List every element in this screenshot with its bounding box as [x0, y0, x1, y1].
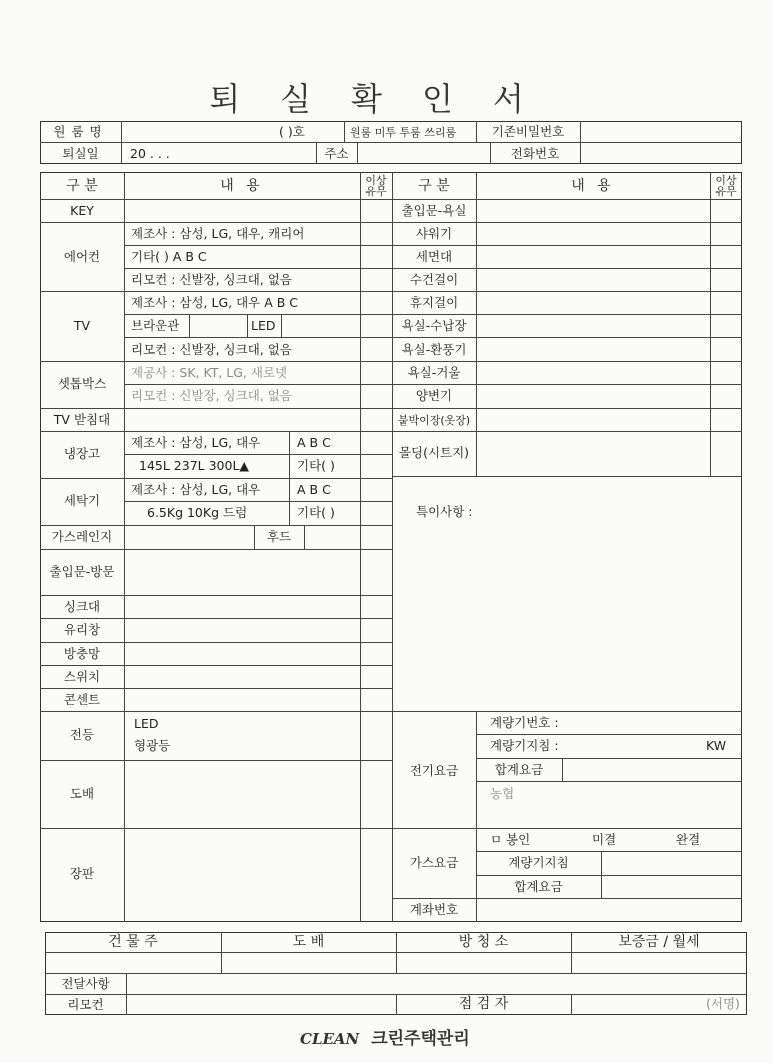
row-tv-stand: TV 받침대	[53, 412, 111, 427]
gas-total-label: 합계요금	[514, 879, 563, 894]
row-aircon: 에어컨	[63, 249, 101, 264]
aircon-remote[interactable]: 리모컨 : 신발장, 싱크대, 없음	[131, 272, 292, 287]
company-name: 크린주택관리	[371, 1029, 470, 1049]
row-bath-storage: 욕실-수납장	[401, 318, 467, 333]
left-header-content: 내 용	[220, 178, 264, 194]
meter-number[interactable]: 계량기번호 :	[490, 715, 559, 730]
fridge-other[interactable]: 기타( )	[297, 458, 335, 473]
kw-unit: KW	[706, 738, 727, 753]
row-toilet: 양변기	[415, 388, 453, 403]
row-gas: 가스요금	[409, 855, 459, 870]
room-name-label: 원룸명	[53, 124, 108, 139]
row-key: KEY	[70, 203, 94, 218]
tv-maker[interactable]: 제조사 : 삼성, LG, 대우 A B C	[131, 295, 299, 310]
row-screen: 방충망	[63, 646, 101, 661]
room-types[interactable]: 원룸 미투 투룸 쓰리룸	[350, 126, 457, 139]
owner-label: 건 물 주	[108, 934, 158, 950]
move-out-label: 퇴실일	[62, 146, 99, 161]
old-password-label: 기존비밀번호	[491, 124, 565, 139]
signature-placeholder[interactable]: (서명)	[706, 996, 740, 1011]
room-number[interactable]: ( )호	[279, 124, 305, 139]
settop-remote[interactable]: 리모컨 : 신발장, 싱크대, 없음	[131, 388, 292, 403]
electric-total-label: 합계요금	[494, 762, 544, 777]
row-tissue: 휴지걸이	[409, 295, 459, 310]
cleaning-label: 방 청 소	[458, 934, 509, 950]
row-light: 전등	[69, 727, 95, 742]
aircon-other[interactable]: 기타( ) A B C	[131, 249, 207, 264]
row-bath-fan: 욕실-환풍기	[401, 342, 467, 357]
aircon-maker[interactable]: 제조사 : 삼성, LG, 대우, 캐리어	[131, 226, 305, 241]
light-led[interactable]: LED	[134, 716, 159, 731]
fridge-grade[interactable]: A B C	[297, 435, 331, 450]
gas-unsettled[interactable]: 미결	[592, 832, 617, 847]
wallpaper-col-label: 도 배	[292, 934, 325, 950]
right-header-content: 내 용	[571, 178, 615, 194]
washer-other[interactable]: 기타( )	[297, 505, 335, 520]
row-fridge: 냉장고	[63, 446, 101, 461]
tv-remote[interactable]: 리모컨 : 신발장, 싱크대, 없음	[131, 342, 292, 357]
left-header-category: 구 분	[66, 178, 98, 194]
clean-logo: CLEAN	[300, 1030, 360, 1048]
gas-seal[interactable]: ㅁ 봉인	[490, 832, 531, 847]
notes-label: 특이사항 :	[416, 504, 473, 519]
row-settop: 셋톱박스	[57, 376, 107, 391]
row-basin: 세면대	[415, 249, 453, 264]
right-header-category: 구 분	[418, 178, 450, 194]
tv-led[interactable]: LED	[251, 318, 276, 333]
row-bath-mirror: 욕실-거울	[407, 365, 461, 380]
light-fluorescent[interactable]: 형광등	[134, 738, 171, 753]
washer-size[interactable]: 6.5Kg 10Kg 드럼	[147, 505, 248, 520]
row-molding: 몰딩(시트지)	[398, 445, 470, 460]
row-towel: 수건걸이	[409, 272, 459, 287]
move-out-date[interactable]: 20 . . .	[130, 146, 170, 161]
row-gas-range: 가스레인지	[51, 529, 113, 544]
meter-reading[interactable]: 계량기지침 :	[490, 738, 559, 753]
row-entry-door: 출입문-방문	[49, 564, 115, 579]
row-wallpaper: 도배	[69, 786, 95, 801]
row-window: 유리창	[63, 622, 101, 637]
washer-grade[interactable]: A B C	[297, 482, 331, 497]
fridge-maker[interactable]: 제조사 : 삼성, LG, 대우	[131, 435, 261, 450]
row-shower: 샤워기	[415, 226, 453, 241]
address-label: 주소	[324, 146, 349, 161]
row-bath-door: 출입문-욕실	[401, 203, 467, 218]
page-title: 퇴실확인서	[209, 80, 564, 118]
phone-label: 전화번호	[510, 146, 560, 161]
inspector-label: 점 검 자	[458, 996, 509, 1012]
gas-meter-label: 계량기지침	[508, 855, 569, 870]
deposit-label: 보증금 / 월세	[618, 934, 700, 950]
fridge-size[interactable]: 145L 237L 300L▲	[139, 458, 250, 473]
row-closet: 붙박이장(옷장)	[397, 414, 471, 427]
row-account: 계좌번호	[409, 902, 459, 917]
company-footer	[300, 1024, 470, 1049]
row-floor: 장판	[69, 866, 95, 881]
gas-settled[interactable]: 완결	[676, 832, 701, 847]
row-sink: 싱크대	[63, 599, 101, 614]
remote-label: 리모컨	[67, 997, 104, 1012]
message-label: 전달사항	[61, 976, 110, 991]
washer-maker[interactable]: 제조사 : 삼성, LG, 대우	[131, 482, 261, 497]
settop-provider[interactable]: 제공사 : SK, KT, LG, 새로넷	[131, 365, 288, 380]
row-washer: 세탁기	[63, 493, 101, 508]
row-switch: 스위치	[63, 669, 101, 684]
row-tv: TV	[73, 318, 91, 333]
hood-label: 후드	[266, 529, 292, 544]
right-header-issue: 이상 유무	[715, 174, 737, 198]
row-outlet: 콘센트	[63, 692, 101, 707]
row-electric: 전기요금	[409, 763, 459, 778]
left-header-issue: 이상 유무	[365, 174, 387, 198]
tv-crt[interactable]: 브라운관	[131, 318, 180, 333]
bank-nonghyup: 농협	[490, 786, 515, 801]
